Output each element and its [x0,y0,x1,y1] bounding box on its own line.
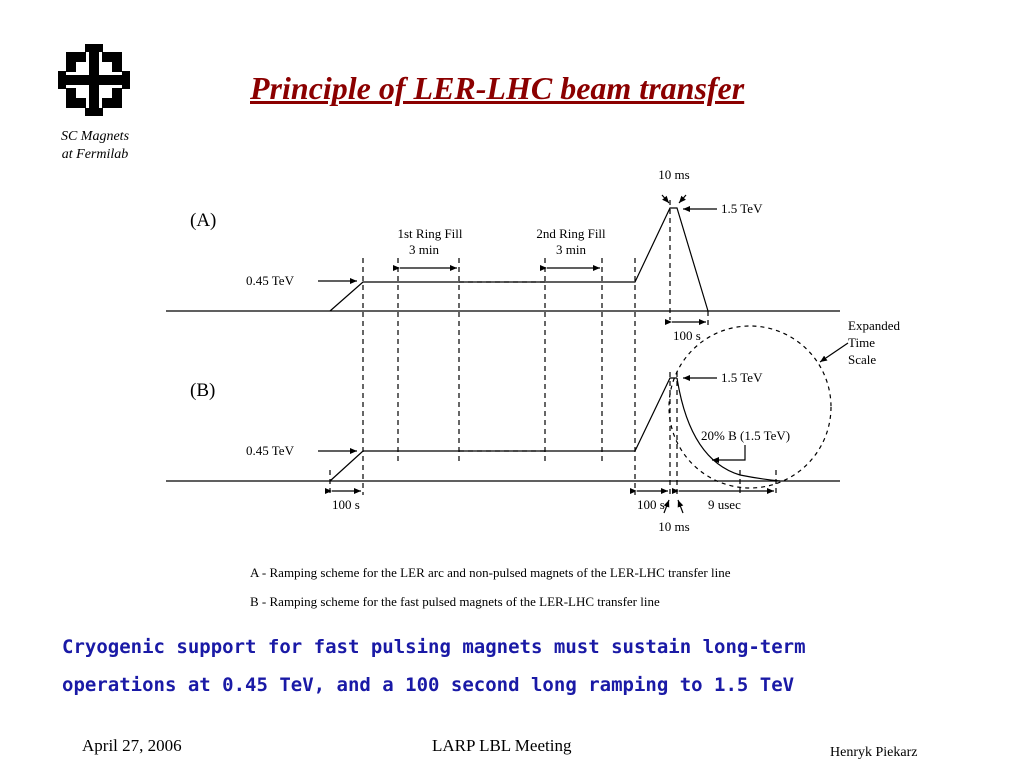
org-line-1: SC Magnets [60,129,130,144]
expanded-line-1: Expanded [848,318,900,333]
caption-a: A - Ramping scheme for the LER arc and non-pulsed magnets of the LER-LHC transfer line [250,565,731,580]
decay-label: 20% B (1.5 TeV) [701,428,791,443]
decay-time-label: 9 usec [708,497,741,512]
waveform-b [330,378,677,481]
caption-b: B - Ramping scheme for the fast pulsed magnets of the LER-LHC transfer line [250,594,660,609]
fill2-duration: 3 min [556,242,586,257]
footer-date: April 27, 2006 [82,736,182,755]
panel-b-label: (B) [190,380,216,401]
footer-meeting: LARP LBL Meeting [432,736,572,755]
expanded-line-2: Time [848,335,875,350]
waveform-a [330,208,708,311]
ramp-time-a: 100 s [673,328,701,343]
injection-energy-a: 0.45 TeV [246,273,294,288]
expanded-circle [669,326,831,488]
key-statement [62,628,982,704]
panel-a-label: (A) [190,210,217,231]
bottom-duration-label: 10 ms [658,519,690,534]
fill2-label: 2nd Ring Fill [536,226,606,241]
flat-top-a: 1.5 TeV [721,201,763,216]
fill1-label: 1st Ring Fill [397,226,463,241]
slide-title: Principle of LER-LHC beam transfer [250,70,745,106]
ramp-time-b-left: 100 s [332,497,360,512]
expanded-line-3: Scale [848,352,877,367]
fill1-duration: 3 min [409,242,439,257]
flat-top-b: 1.5 TeV [721,370,763,385]
ramp-time-b-right: 100 s [637,497,665,512]
statement-line-1: Cryogenic support for fast pulsing magnets must sustain long-term [62,636,806,658]
injection-energy-b: 0.45 TeV [246,443,294,458]
top-duration-label: 10 ms [658,167,690,182]
org-line-2: at Fermilab [61,147,129,162]
statement-line-2: operations at 0.45 TeV, and a 100 second long ramping to 1.5 TeV [62,674,795,696]
footer-author: Henryk Piekarz [830,745,918,760]
